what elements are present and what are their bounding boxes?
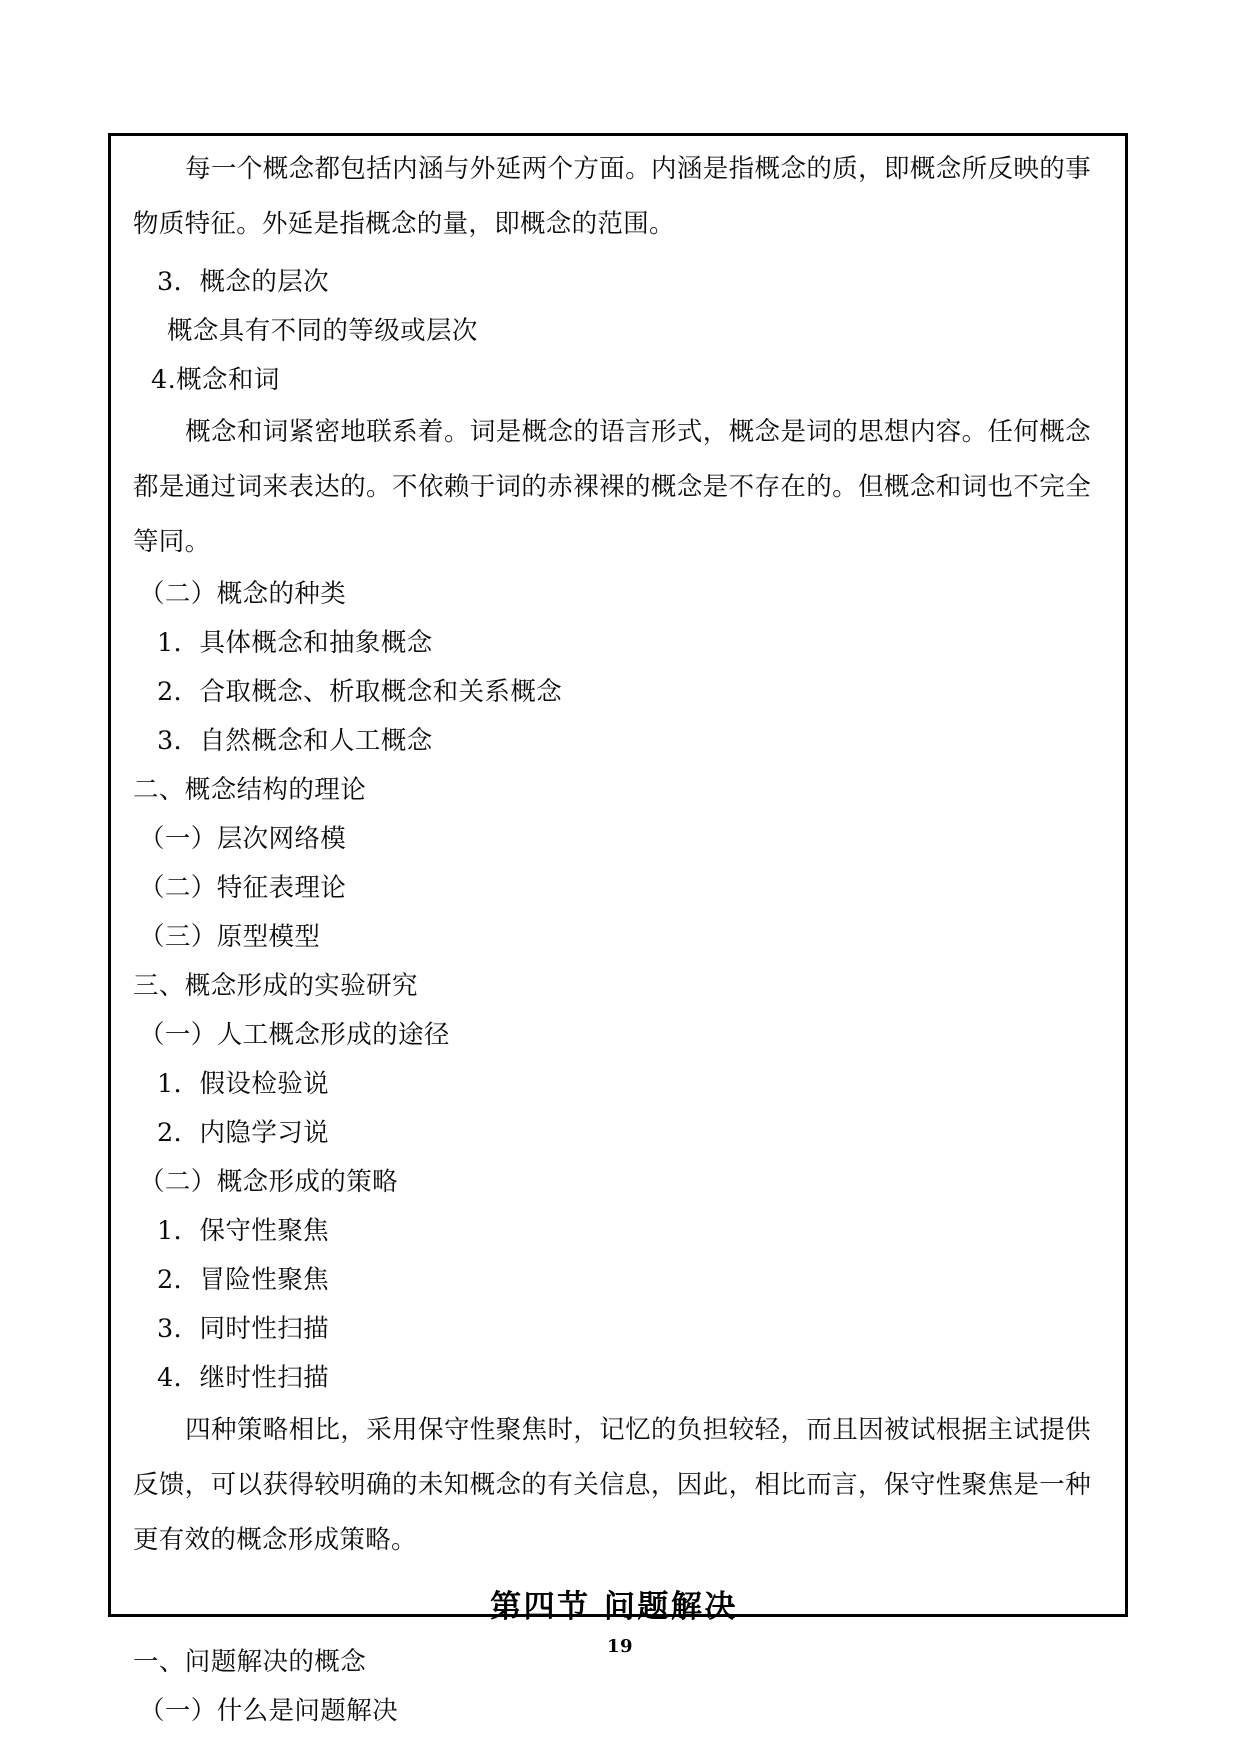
heading-concept-formation-experiment: 三、概念形成的实验研究 [133,971,418,1001]
heading-concept-and-word: 4.概念和词 [151,365,280,395]
list-item-path-2: 2．内隐学习说 [157,1118,330,1148]
heading-concept-kinds: （二）概念的种类 [139,579,347,609]
heading-what-is-problem-solving: （一）什么是问题解决 [139,1696,399,1726]
page-content-area [133,142,1095,1736]
page-number: 19 [606,1636,634,1657]
list-item-kinds-1: 1．具体概念和抽象概念 [157,628,433,658]
list-item-path-1: 1．假设检验说 [157,1069,330,1099]
paragraph-text: 每一个概念都包括内涵与外延两个方面。内涵是指概念的质，即概念所反映的事物质特征。外延是指概念的量，即概念的范围。 [133,154,1091,239]
list-item-strategy-3: 3．同时性扫描 [157,1314,330,1344]
heading-problem-solving-concept: 一、问题解决的概念 [133,1647,367,1677]
list-item-structure-2: （二）特征表理论 [139,873,347,903]
list-item-kinds-3: 3．自然概念和人工概念 [157,726,433,756]
heading-artificial-concept-path: （一）人工概念形成的途径 [139,1020,450,1050]
heading-concept-levels: 3．概念的层次 [157,267,330,297]
page-footer [0,1636,1240,1657]
paragraph-text: 概念和词紧密地联系着。词是概念的语言形式，概念是词的思想内容。任何概念都是通过词来表达的。不依赖于词的赤裸裸的概念是不存在的。但概念和词也不完全等同。 [133,417,1091,557]
list-item-kinds-2: 2．合取概念、析取概念和关系概念 [157,677,563,707]
list-item-structure-1: （一）层次网络模 [139,824,347,854]
heading-concept-structure-theory: 二、概念结构的理论 [133,775,367,805]
text-concept-levels: 概念具有不同的等级或层次 [167,316,478,346]
section-title-problem-solving: 第四节 问题解决 [490,1589,738,1625]
list-item-strategy-1: 1．保守性聚焦 [157,1216,330,1246]
list-item-strategy-4: 4．继时性扫描 [157,1363,330,1393]
paragraph-concept-and-word [133,405,1091,570]
list-item-structure-3: （三）原型模型 [139,922,321,952]
heading-concept-formation-strategy: （二）概念形成的策略 [139,1167,399,1197]
paragraph-concept-intension-extension [133,142,1091,252]
paragraph-strategy-comparison [133,1403,1091,1568]
list-item-strategy-2: 2．冒险性聚焦 [157,1265,330,1295]
paragraph-text: 四种策略相比，采用保守性聚焦时，记忆的负担较轻，而且因被试根据主试提供反馈，可以获得较明确的未知概念的有关信息，因此，相比而言，保守性聚焦是一种更有效的概念形成策略。 [133,1415,1091,1555]
